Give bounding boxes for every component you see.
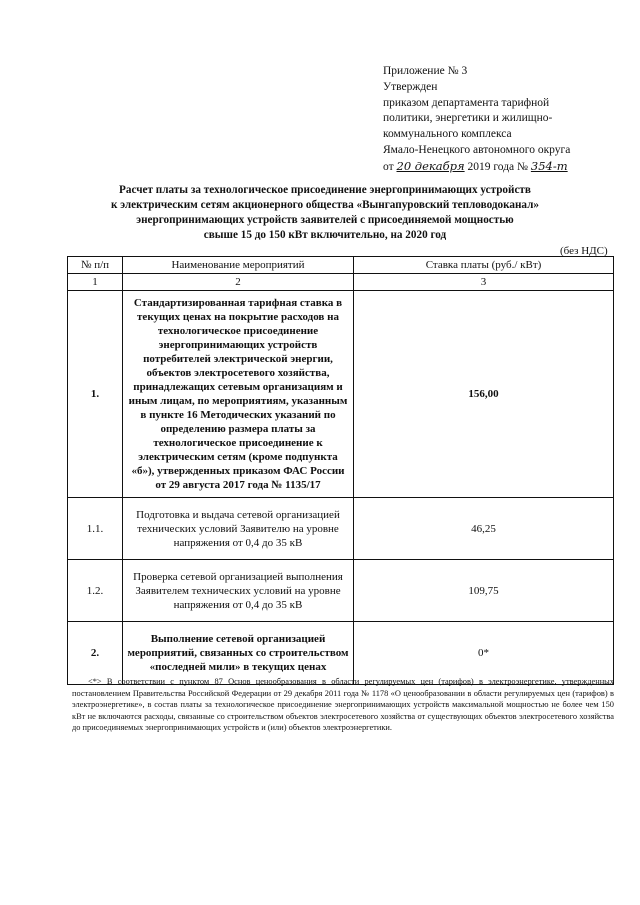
row-name: Подготовка и выдача сетевой организацией технических условий Заявителю на уровне напряжения от 0,4 до 35 кВ — [123, 498, 354, 560]
footnote-text: <*> В соответствии с пунктом 87 Основ ценообразования в области регулируемых цен (тарифов) в электроэнергетике, утвержденных постановлением Правительства Российской Федерации от 29 декабря 2011 года № 1178 «О ценообразовании в области регулируемых цен (тарифов) в электроэнергетике», в состав платы за технологическое присоединение энергопринимающих устройств максимальной мощностью не более чем 150 кВт не включаются расходы, связанные со строительством объектов электросетевого хозяйства от существующих объектов электросетевого хозяйства до присоединяемых энергопринимающих устройств и (или) объектов электроэнергетики. — [72, 677, 614, 732]
row-rate: 156,00 — [354, 291, 614, 498]
order-line: приказом департамента тарифной — [383, 96, 550, 109]
appendix-number: Приложение № 3 — [383, 65, 468, 77]
vat-note: (без НДС) — [560, 245, 608, 257]
row-rate: 46,25 — [354, 498, 614, 560]
from-label: от — [383, 160, 394, 173]
approved-label: Утвержден — [383, 80, 438, 93]
table-row — [68, 498, 614, 560]
year-label: 2019 года № — [467, 160, 529, 173]
table-row — [68, 291, 614, 498]
row-rate: 109,75 — [354, 560, 614, 622]
order-line: коммунального комплекса — [383, 128, 512, 141]
handwritten-order-number: 354-т — [530, 158, 568, 173]
header-rate: Ставка платы (руб./ кВт) — [354, 257, 614, 274]
row-rate: 0* — [354, 622, 614, 685]
handwritten-date: 20 декабря — [396, 158, 465, 173]
table-row — [68, 560, 614, 622]
title-line: свыше 15 до 150 кВт включительно, на 2020 год — [203, 229, 447, 241]
title-line: Расчет платы за технологическое присоединение энергопринимающих устройств — [119, 184, 531, 196]
order-line: Ямало-Ненецкого автономного округа — [383, 143, 571, 156]
row-number: 2. — [68, 622, 123, 685]
row-number: 1.1. — [68, 498, 123, 560]
column-number: 3 — [354, 274, 614, 291]
row-name: Стандартизированная тарифная ставка в текущих ценах на покрытие расходов на технологическое присоединение энергопринимающих устройств потребителей электрической энергии, объектов электросетевого хозяйства, принадлежащих сетевым организациям и иным лицам, по мероприятиям, указанным в пункте 16 Методических указаний по определению размера платы за технологическое присоединение к электрическим сетям (кроме подпункта «б»), утвержденных приказом ФАС России от 29 августа 2017 года № 1135/17 — [123, 291, 354, 498]
column-number: 1 — [68, 274, 123, 291]
row-name: Проверка сетевой организацией выполнения Заявителем технических условий на уровне напряжения от 0,4 до 35 кВ — [123, 560, 354, 622]
row-number: 1.2. — [68, 560, 123, 622]
column-number: 2 — [123, 274, 354, 291]
title-line: энергопринимающих устройств заявителей с присоединяемой мощностью — [136, 214, 514, 226]
table-header-row — [68, 257, 614, 274]
row-number: 1. — [68, 291, 123, 498]
document-title — [70, 183, 580, 243]
header-name: Наименование мероприятий — [123, 257, 354, 274]
approval-block — [383, 64, 633, 176]
header-number: № п/п — [68, 257, 123, 274]
column-number-row — [68, 274, 614, 291]
row-name: Выполнение сетевой организацией мероприятий, связанных со строительством «последней мили» в текущих ценах — [123, 622, 354, 685]
order-line: политики, энергетики и жилищно- — [383, 112, 553, 125]
footnote — [72, 676, 614, 734]
order-date-line — [383, 159, 633, 176]
rates-table — [67, 256, 614, 685]
title-line: к электрическим сетям акционерного общества «Вынгапуровский тепловодоканал» — [111, 199, 539, 211]
